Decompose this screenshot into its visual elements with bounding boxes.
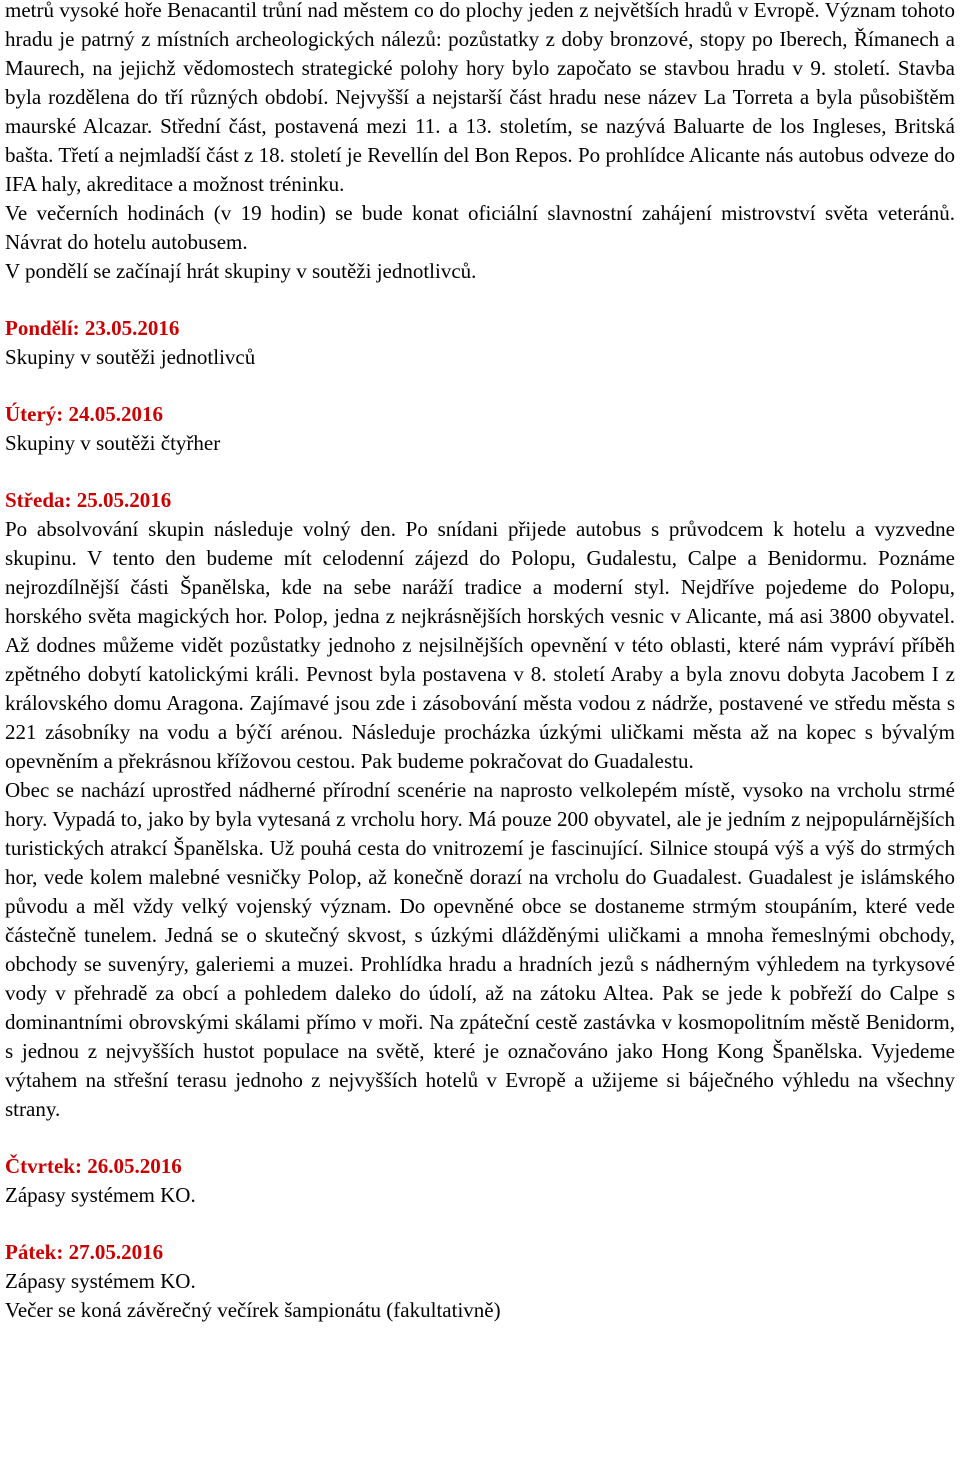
spacer bbox=[5, 458, 955, 486]
day-friday bbox=[5, 1238, 955, 1325]
opening-ceremony-paragraph: Ve večerních hodinách (v 19 hodin) se bude konat oficiální slavnostní zahájení mistrovství světa veteránů. Návrat do hotelu autobusem. bbox=[5, 201, 955, 254]
day-heading: Středa: 25.05.2016 bbox=[5, 488, 172, 512]
day-monday bbox=[5, 314, 955, 372]
day-tuesday bbox=[5, 400, 955, 458]
intro-paragraph: metrů vysoké hoře Benacantil trůní nad městem co do plochy jeden z největších hradů v Evropě. Význam tohoto hradu je patrný z místních archeologických nálezů: pozůstatky z doby bronzové, stopy po Iberech, Římanech a Maurech, na jejichž vědomostech strategické polohy hory bylo započato se stavbou hradu v 9. století. Stavba byla rozdělena do tří různých období. Nejvyšší a nejstarší část hradu nese název La Torreta a byla působištěm maurské Alcazar. Střední část, postavená mezi 11. a 13. stoletím, se nazývá Baluarte de los Ingleses, Britská bašta. Třetí a nejmladší část z 18. století je Revellín del Bon Repos. Po prohlídce Alicante nás autobus odveze do IFA haly, akreditace a možnost tréninku. bbox=[5, 0, 955, 196]
spacer bbox=[5, 1210, 955, 1238]
day-heading: Čtvrtek: 26.05.2016 bbox=[5, 1154, 182, 1178]
day-text: Skupiny v soutěži jednotlivců bbox=[5, 345, 256, 369]
spacer bbox=[5, 286, 955, 314]
wednesday-paragraph-2: Obec se nachází uprostřed nádherné přírodní scenérie na naprosto velkolepém místě, vysoko na vrcholu strmé hory. Vypadá to, jako by byla vytesaná z vrcholu hory. Má pouze 200 obyvatel, ale je jedním z nejpopulárnějších turistických atrakcí Španělska. Už pouhá cesta do vnitrozemí je fascinující. Silnice stoupá výš a výš do strmých hor, vede kolem malebné vesničky Polop, až konečně dorazí na vrcholu do Guadalest. Guadalest je islámského původu a měl vždy velký vojenský význam. Do opevněné obce se dostaneme strmým stoupáním, které vede částečně tunelem. Jedná se o skutečný skvost, s úzkými dlážděnými uličkami a mnoha řemeslnými obchody, obchody se suvenýry, galeriemi a muzei. Prohlídka hradu a hradních jezů s nádherným výhledem na tyrkysové vody v přehradě za obcí a pohledem daleko do údolí, až na zátoku Altea. Pak se jede k pobřeží do Calpe s dominantními obrovskými skálami přímo v moři. Na zpáteční cestě zastávka v kosmopolitním městě Benidorm, s jednou z nejvyšších hustot populace na světě, které je označováno jako Hong Kong Španělska. Vyjedeme výtahem na střešní terasu jednoho z nejvyšších hotelů v Evropě a užijeme si báječného výhledu na všechny strany. bbox=[5, 778, 955, 1121]
day-heading: Pondělí: 23.05.2016 bbox=[5, 316, 180, 340]
day-text: Zápasy systémem KO. bbox=[5, 1269, 196, 1293]
monday-note: V pondělí se začínají hrát skupiny v soutěži jednotlivců. bbox=[5, 259, 477, 283]
day-heading: Pátek: 27.05.2016 bbox=[5, 1240, 164, 1264]
wednesday-paragraph-1: Po absolvování skupin následuje volný den. Po snídani přijede autobus s průvodcem k hotelu a vyzvedne skupinu. V tento den budeme mít celodenní zájezd do Polopu, Gudalestu, Calpe a Benidormu. Poznáme nejrozdílnější části Španělska, kde na sebe naráží tradice a moderní styl. Nejdříve pojedeme do Polopu, horského světa magických hor. Polop, jedna z nejkrásnějších horských vesnic v Alicante, má asi 3800 obyvatel. Až dodnes můžeme vidět pozůstatky jednoho z nejsilnějších opevnění v této oblasti, které nám vypráví příběh zpětného dobytí katolickými králi. Pevnost byla postavena v 8. století Araby a byla znovu dobyta Jacobem I z královského domu Aragona. Zajímavé jsou zde i zásobování města vodou z nádrže, postavené ve středu města s 221 zásobníky na vodu a býčí arénou. Následuje procházka úzkými uličkami města až na kopec s bývalým opevněním a překrásnou křížovou cestou. Pak budeme pokračovat do Guadalestu. bbox=[5, 517, 955, 773]
spacer bbox=[5, 372, 955, 400]
closing-party-note: Večer se koná závěrečný večírek šampionátu (fakultativně) bbox=[5, 1298, 501, 1322]
document-page bbox=[5, 0, 955, 1325]
day-thursday bbox=[5, 1152, 955, 1210]
spacer bbox=[5, 1124, 955, 1152]
day-text: Zápasy systémem KO. bbox=[5, 1183, 196, 1207]
day-heading: Úterý: 24.05.2016 bbox=[5, 402, 164, 426]
day-text: Skupiny v soutěži čtyřher bbox=[5, 431, 221, 455]
day-wednesday bbox=[5, 486, 955, 1124]
